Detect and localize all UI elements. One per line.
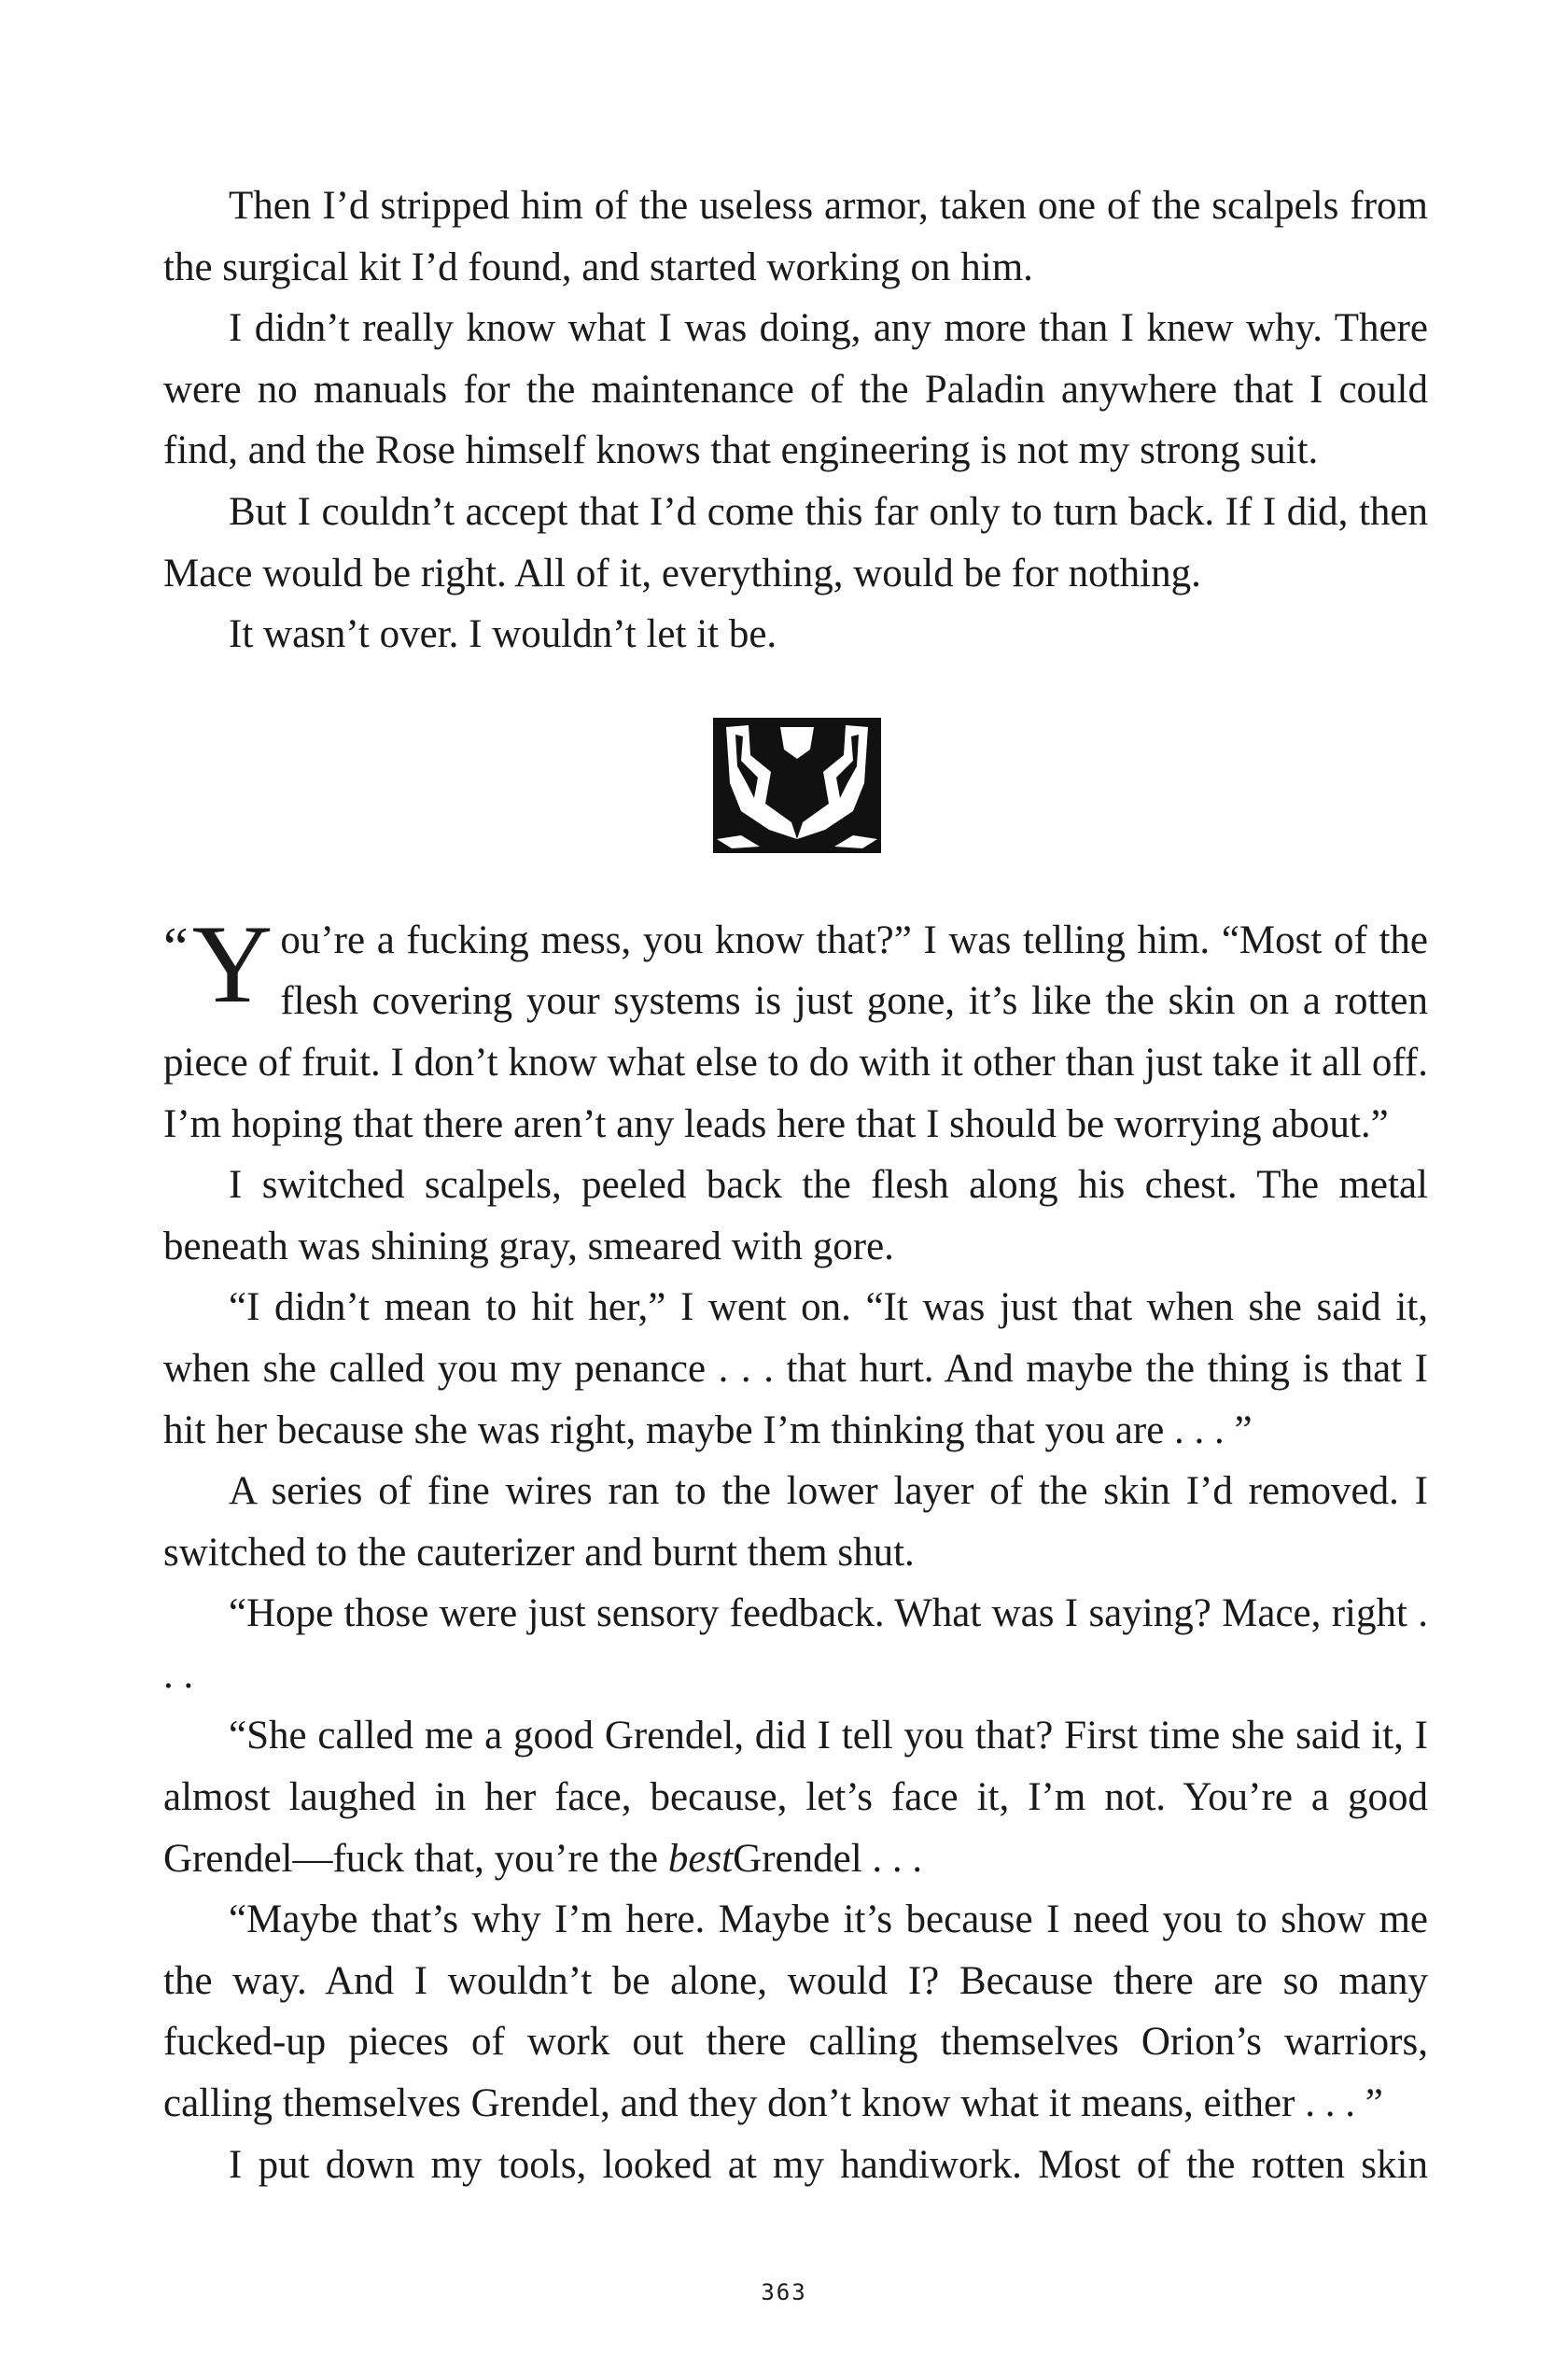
paragraph: I put down my tools, looked at my handiwork. Most of the rotten skin xyxy=(229,2142,1428,2187)
page-number: 363 xyxy=(761,2279,807,2305)
paragraph: “Maybe that’s why I’m here. Maybe it’s because I need you to show me the way. And I wouldn’t be alone, would I? Because there are so many fucked-up pieces of work out there calling themselves Orion’s warriors, calling themselves Grendel, and they don’t know what it means, either . . . ” xyxy=(163,1898,1428,2126)
paragraph: A series of fine wires ran to the lower layer of the skin I’d removed. I switched to the cauterizer and burnt them shut. xyxy=(163,1469,1428,1575)
paragraph-with-emphasis xyxy=(163,1705,1428,1889)
paragraph: I didn’t really know what I was doing, any more than I knew why. There were no manuals for the maintenance of the Paladin anywhere that I could find, and the Rose himself knows that engineering is not my strong suit. xyxy=(163,306,1428,473)
paragraph: I switched scalpels, peeled back the flesh along his chest. The metal beneath was shining gray, smeared with gore. xyxy=(163,1163,1428,1268)
dropcap-open-quote: “ xyxy=(163,916,189,978)
emphasis-word: best xyxy=(667,1836,734,1881)
paragraph: “Hope those were just sensory feedback. What was I saying? Mace, right . . . xyxy=(163,1591,1428,1697)
dropcap-letter: Y xyxy=(191,901,273,1026)
paragraph: “I didn’t mean to hit her,” I went on. “It was just that when she said it, when she called you my penance . . . that hurt. And maybe the thing is that I hit her because she was right, maybe I’m thinking that you are . . . ” xyxy=(163,1285,1428,1452)
paragraph-text: Grendel . . . xyxy=(733,1836,923,1881)
paragraph: It wasn’t over. I wouldn’t let it be. xyxy=(229,612,777,657)
dropcap xyxy=(163,901,273,1026)
section-break xyxy=(163,718,1428,858)
paragraph: But I couldn’t accept that I’d come this far only to turn back. If I did, then Mace would be right. All of it, everything, would be for nothing. xyxy=(163,489,1428,595)
section-break-ornament-icon xyxy=(713,718,881,853)
paragraph: Then I’d stripped him of the useless armor, taken one of the scalpels from the surgical kit I’d found, and started working on him. xyxy=(163,184,1428,289)
paragraph-text: “She called me a good Grendel, did I tell you that? First time she said it, I almost laughed in her face, because, let’s face it, I’m not. You’re a good Grendel—fuck that, you’re the xyxy=(163,1714,1428,1881)
dropcap-paragraph xyxy=(163,901,1429,1155)
page-body xyxy=(163,175,1428,2195)
dropcap-paragraph-text: ou’re a fucking mess, you know that?” I was telling him. “Most of the flesh covering your systems is just gone, it’s like the skin on a rotten piece of fruit. I don’t know what else to do with it other than just take it all off. I’m hoping that there aren’t any leads here that I should be worrying about.” xyxy=(163,917,1429,1146)
